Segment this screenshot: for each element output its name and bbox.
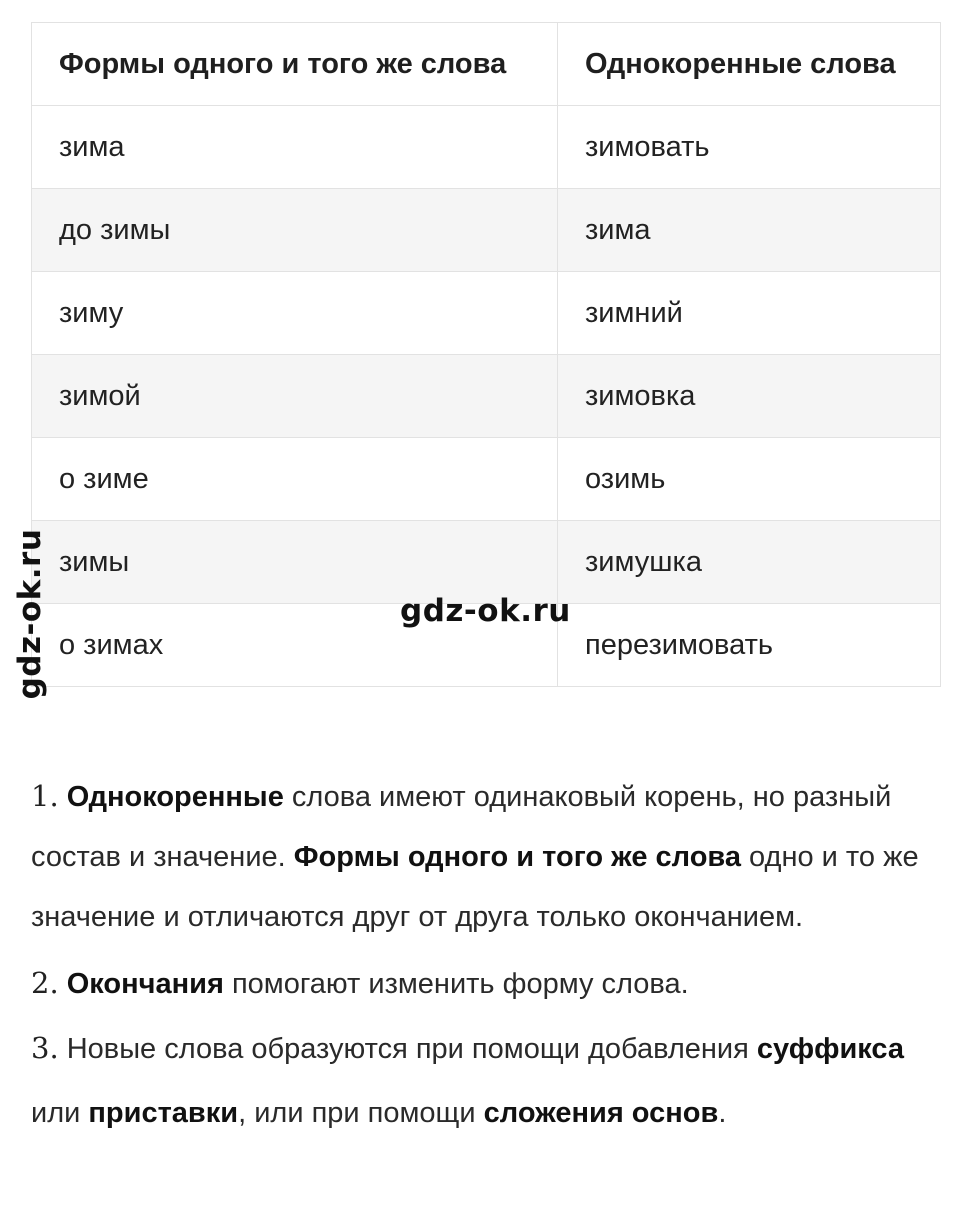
word-forms-table	[31, 22, 941, 687]
table-cell-word-form: зима	[32, 106, 558, 189]
note-number: 3.	[31, 1031, 59, 1065]
note-paragraph-2	[31, 953, 961, 1014]
note-paragraph-3	[31, 1016, 961, 1145]
note-text: одно и то же значение и отличаются друг от друга только окончанием.	[31, 841, 919, 933]
table-cell-cognate: зимушка	[558, 521, 941, 604]
watermark-side: gdz-ok.ru	[12, 528, 48, 700]
note-text	[59, 781, 67, 813]
term-bold: сложения основ	[483, 1097, 719, 1129]
table-header-row	[32, 23, 941, 106]
column-header-word-forms: Формы одного и того же слова	[32, 23, 558, 106]
term-bold: приставки	[88, 1097, 239, 1129]
table-row	[32, 189, 941, 272]
term-bold: суффикса	[756, 1033, 905, 1065]
note-text: помогают изменить форму слова.	[223, 968, 689, 1000]
table-cell-cognate: зимний	[558, 272, 941, 355]
table-row	[32, 355, 941, 438]
note-text: слова имеют одинаковый корень, но разный состав и значение.	[31, 781, 892, 873]
term-bold: Окончания	[66, 968, 224, 1000]
table-cell-cognate: зимовать	[558, 106, 941, 189]
note-text: .	[718, 1097, 727, 1129]
table-cell-word-form: о зиме	[32, 438, 558, 521]
note-number: 2.	[31, 966, 59, 1000]
table-row	[32, 438, 941, 521]
note-number: 1.	[31, 779, 59, 813]
term-bold: Формы одного и того же слова	[293, 841, 741, 873]
table-row	[32, 106, 941, 189]
note-text	[59, 968, 67, 1000]
table-cell-cognate: зима	[558, 189, 941, 272]
note-paragraph-1	[31, 766, 961, 947]
watermark-center: gdz-ok.ru	[400, 593, 571, 629]
note-text: , или при помощи	[238, 1097, 484, 1129]
table-cell-word-form: зиму	[32, 272, 558, 355]
table-cell-cognate: озимь	[558, 438, 941, 521]
notes-section	[31, 766, 961, 1145]
table-row	[32, 272, 941, 355]
note-text: Новые слова образуются при помощи добавления	[58, 1033, 757, 1065]
term-bold: Однокоренные	[66, 781, 284, 813]
table-cell-cognate: перезимовать	[558, 604, 941, 687]
table-cell-word-form: зимой	[32, 355, 558, 438]
column-header-cognates: Однокоренные слова	[558, 23, 941, 106]
table-cell-cognate: зимовка	[558, 355, 941, 438]
table-cell-word-form: до зимы	[32, 189, 558, 272]
table-row	[32, 521, 941, 604]
table-cell-word-form: о зимах	[32, 604, 558, 687]
note-text: или	[31, 1097, 89, 1129]
table-cell-word-form: зимы	[32, 521, 558, 604]
